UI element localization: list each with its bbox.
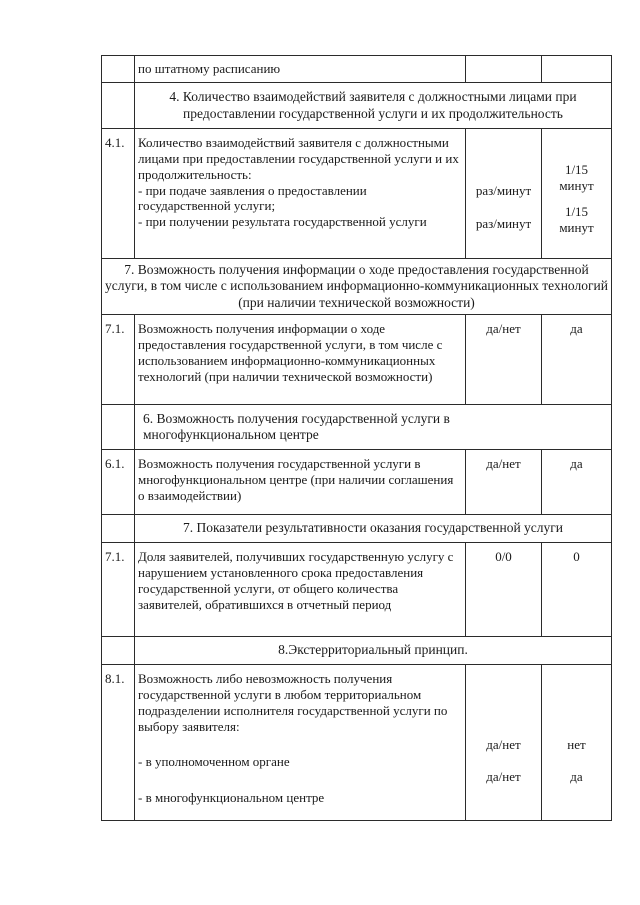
row-item: - при подаче заявления о предоставлении государственной услуги; [138,182,367,214]
row-number: 6.1. [102,450,135,515]
row-value [542,56,612,83]
row-value: да [542,315,612,405]
indicators-table [101,55,612,821]
row-number: 4.1. [102,129,135,259]
row-number [102,56,135,83]
row-value [542,129,612,259]
row-value [542,665,612,821]
section-heading-row [102,515,612,543]
row-number: 7.1. [102,315,135,405]
table-row [102,129,612,259]
section-heading-row [102,405,612,450]
row-text: по штатному расписанию [135,56,466,83]
row-unit: да/нет [466,315,542,405]
section-heading: 7. Возможность получения информации о ходе предоставления государственной услуги, в том числе с использованием информационно-коммуникационных технологий (при наличии технической возможности) [102,259,612,315]
row-unit [466,129,542,259]
section-heading-row [102,83,612,129]
section-heading: 8.Экстерриториальный принцип. [135,637,612,665]
table-row [102,315,612,405]
section-heading-row [102,637,612,665]
table-row [102,56,612,83]
unit-value: да/нет [486,737,521,752]
row-unit [466,56,542,83]
row-text: Доля заявителей, получивших государственную услугу с нарушением установленного срока предоставления государственной услуги, от общего количества заявителей, обратившихся в отчетный период [135,543,466,637]
section-heading-row [102,259,612,315]
unit-value: раз/минут [475,183,532,198]
row-item: - в многофункциональном центре [138,790,325,806]
row-text-main: Возможность либо невозможность получения государственной услуги в любом территориальном подразделении исполнителя государственной услуги по выбору заявителя: [138,671,448,734]
row-text [135,129,466,259]
value-item: нет [567,737,586,752]
value-item: 1/15 минут [559,162,594,193]
row-text-main: Количество взаимодействий заявителя с должностными лицами при предоставлении государственной услуги и их продолжительность: [138,135,459,182]
row-item: - в уполномоченном органе [138,754,290,770]
section-heading: 6. Возможность получения государственной услуги в многофункциональном центре [135,405,612,450]
row-text [135,665,466,821]
row-unit: 0/0 [466,543,542,637]
row-text: Возможность получения информации о ходе предоставления государственной услуги, в том числе с использованием информационно-коммуникационных технологий (при наличии технической возможности) [135,315,466,405]
section-heading: 7. Показатели результативности оказания государственной услуги [135,515,612,543]
row-unit: да/нет [466,450,542,515]
row-value: 0 [542,543,612,637]
row-text: Возможность получения государственной услуги в многофункциональном центре (при наличии соглашения о взаимодействии) [135,450,466,515]
unit-value: раз/минут [475,215,532,231]
row-item: - при получении результата государственной услуги [138,214,427,230]
table-row [102,450,612,515]
row-number: 8.1. [102,665,135,821]
section-heading: 4. Количество взаимодействий заявителя с должностными лицами при предоставлении государственной услуги и их продолжительность [135,83,612,129]
unit-value: да/нет [486,768,521,784]
row-unit [466,665,542,821]
row-value: да [542,450,612,515]
table-row [102,665,612,821]
value-item: да [570,768,583,784]
row-number: 7.1. [102,543,135,637]
value-item: 1/15 минут [559,203,594,235]
table-row [102,543,612,637]
